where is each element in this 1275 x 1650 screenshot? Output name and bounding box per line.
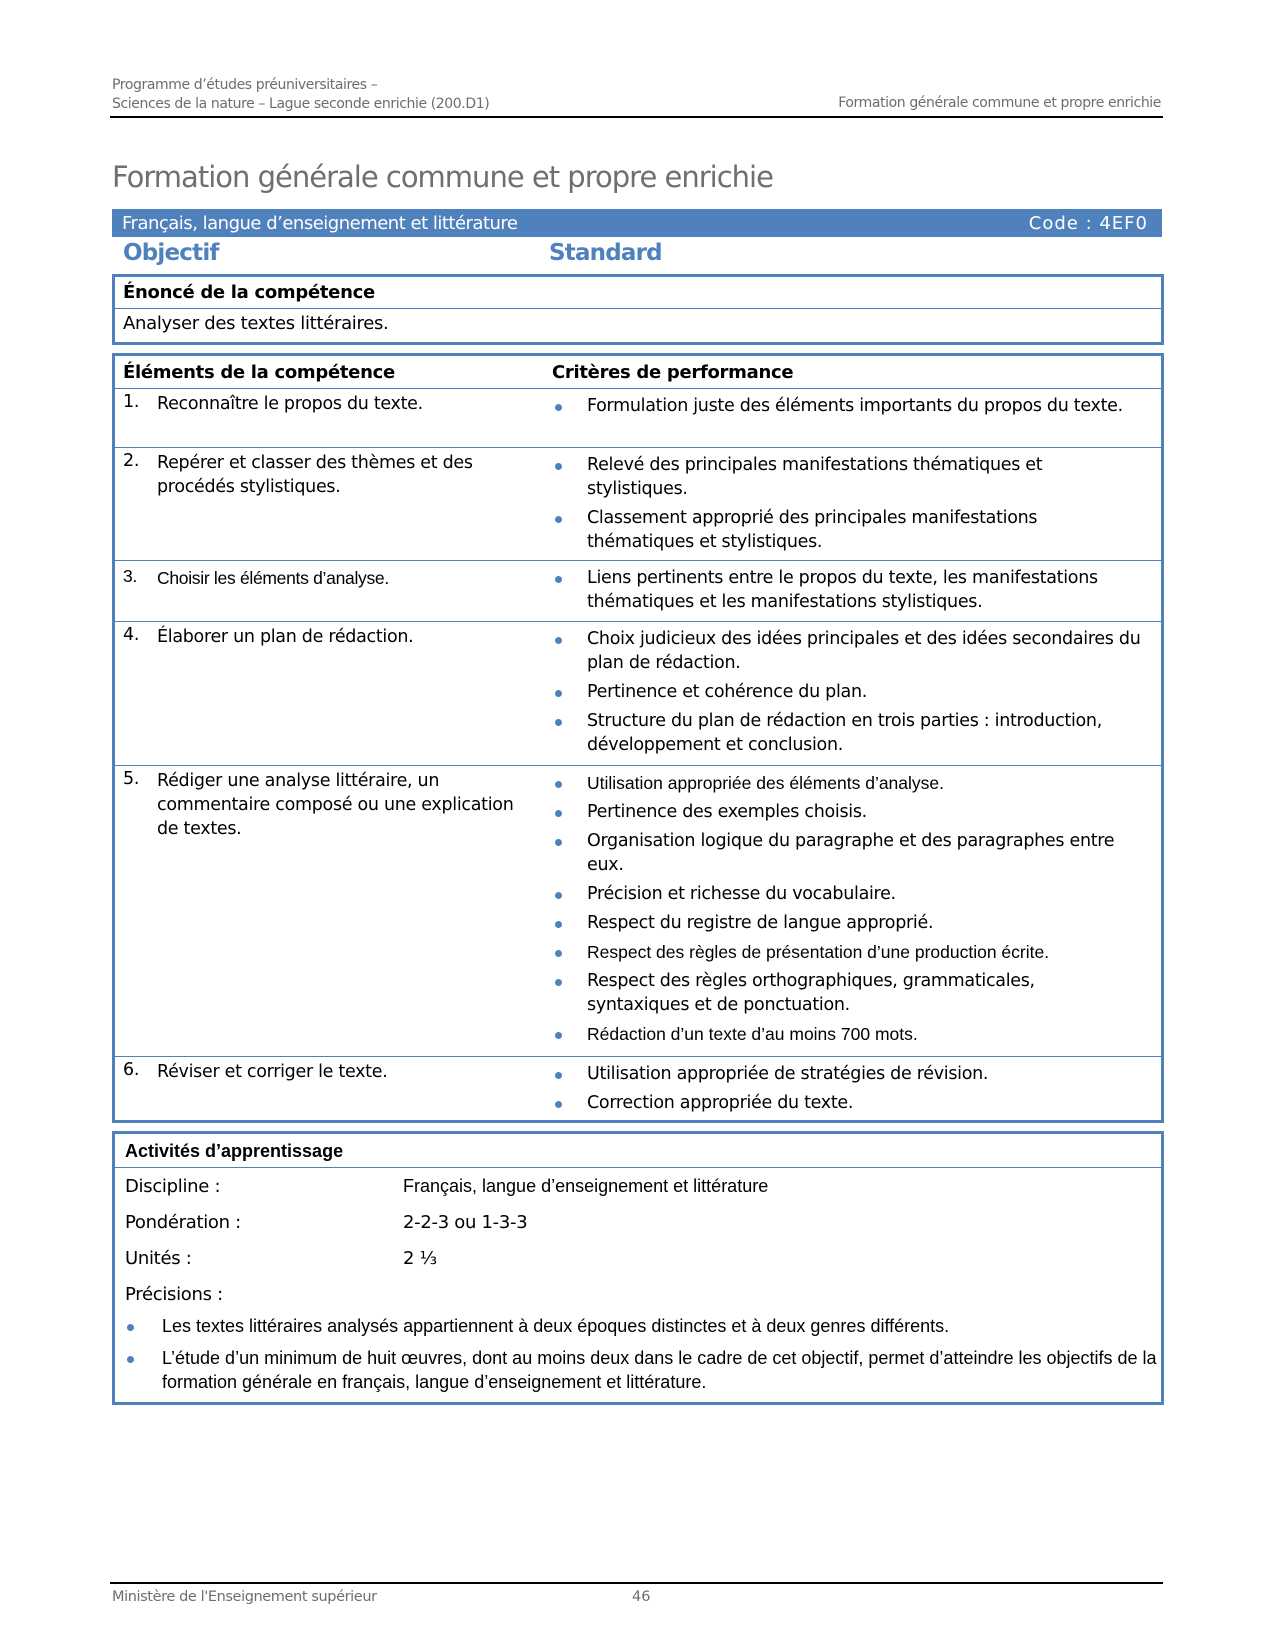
- criterion-item: Rédaction d’un texte d’au moins 700 mots.: [552, 1022, 1142, 1046]
- activites-heading: Activités d’apprentissage: [125, 1141, 344, 1161]
- element-text: Rédiger une analyse littéraire, un commentaire composé ou une explication de textes.: [157, 771, 514, 839]
- element-number: 3.: [123, 566, 137, 586]
- criterion-item: Formulation juste des éléments importants du propos du texte.: [552, 394, 1142, 418]
- activites-box: [112, 1131, 1164, 1405]
- enonce-text: Analyser des textes littéraires.: [123, 313, 389, 334]
- element-text: Choisir les éléments d’analyse.: [157, 568, 389, 588]
- precisions-label: Précisions :: [125, 1284, 223, 1305]
- element-text: Reconnaître le propos du texte.: [157, 394, 423, 414]
- page-number: 46: [632, 1589, 651, 1605]
- element-number: 6.: [123, 1060, 140, 1080]
- footer-divider: [110, 1582, 1163, 1584]
- bullet-icon: [555, 516, 562, 523]
- bullet-icon: [555, 1032, 562, 1039]
- criterion-item: Choix judicieux des idées principales et des idées secondaires du plan de rédaction.: [552, 627, 1142, 675]
- running-header-left: [112, 76, 489, 114]
- bullet-icon: [555, 719, 562, 726]
- bullet-icon: [555, 839, 562, 846]
- bullet-icon: [555, 463, 562, 470]
- enonce-text-row: [115, 308, 1161, 342]
- activites-body: [115, 1167, 1161, 1401]
- header-program-name: Sciences de la nature – Lague seconde enrichie (200.D1): [112, 96, 490, 112]
- unites-label: Unités :: [125, 1248, 192, 1269]
- criteria-list: [552, 1062, 1142, 1120]
- bullet-icon: [127, 1356, 134, 1363]
- running-header-right: Formation générale commune et propre enrichie: [838, 95, 1161, 111]
- activites-heading-row: [115, 1134, 1161, 1167]
- objectif-heading: Objectif: [123, 240, 219, 266]
- criteria-list: [552, 566, 1142, 619]
- criteria-list: [552, 627, 1142, 762]
- element-number: 1.: [123, 392, 140, 412]
- competence-table: [112, 353, 1164, 1123]
- criterion-item: Utilisation appropriée de stratégies de révision.: [552, 1062, 1142, 1086]
- standard-heading: Standard: [549, 240, 662, 266]
- criteria-list: [552, 394, 1142, 423]
- ponderation-value: 2-2-3 ou 1-3-3: [403, 1212, 528, 1233]
- element-number: 4.: [123, 625, 140, 645]
- discipline-value: Français, langue d’enseignement et littérature: [403, 1176, 769, 1196]
- bullet-icon: [555, 637, 562, 644]
- course-title: Français, langue d’enseignement et littérature: [122, 213, 518, 234]
- criteria-list: [552, 453, 1142, 559]
- header-program-line: Programme d’études préuniversitaires –: [112, 77, 378, 93]
- criterion-item: Liens pertinents entre le propos du texte, les manifestations thématiques et les manifestations stylistiques.: [552, 566, 1142, 614]
- criterion-item: Respect des règles de présentation d’une production écrite.: [552, 940, 1142, 964]
- criterion-item: Organisation logique du paragraphe et des paragraphes entre eux.: [552, 829, 1142, 877]
- table-row: [115, 560, 1161, 621]
- col-header-elements: Éléments de la compétence: [123, 362, 395, 383]
- bullet-icon: [555, 1101, 562, 1108]
- enonce-heading: Énoncé de la compétence: [123, 282, 375, 303]
- criterion-item: Pertinence et cohérence du plan.: [552, 680, 1142, 704]
- bullet-icon: [555, 690, 562, 697]
- discipline-label: Discipline :: [125, 1176, 221, 1197]
- table-row: [115, 621, 1161, 765]
- bullet-icon: [555, 1072, 562, 1079]
- criterion-item: Relevé des principales manifestations thématiques et stylistiques.: [552, 453, 1142, 501]
- element-number: 2.: [123, 451, 140, 471]
- element-text: Repérer et classer des thèmes et des procédés stylistiques.: [157, 453, 473, 497]
- bullet-icon: [555, 404, 562, 411]
- bullet-icon: [555, 950, 562, 957]
- criterion-item: Structure du plan de rédaction en trois parties : introduction, développement et conclusion.: [552, 709, 1142, 757]
- table-row: [115, 765, 1161, 1056]
- enonce-box: [112, 274, 1164, 345]
- bullet-icon: [555, 810, 562, 817]
- bullet-icon: [555, 781, 562, 788]
- element-number: 5.: [123, 769, 140, 789]
- criterion-item: Respect des règles orthographiques, grammaticales, syntaxiques et de ponctuation.: [552, 969, 1142, 1017]
- course-code: Code : 4EF0: [1028, 213, 1148, 234]
- criterion-item: Correction appropriée du texte.: [552, 1091, 1142, 1115]
- element-text: Élaborer un plan de rédaction.: [157, 627, 414, 647]
- footer-ministry: Ministère de l'Enseignement supérieur: [112, 1589, 377, 1605]
- bullet-icon: [127, 1324, 134, 1331]
- enonce-heading-row: [115, 277, 1161, 308]
- bullet-icon: [555, 979, 562, 986]
- bullet-icon: [555, 892, 562, 899]
- criterion-item: Respect du registre de langue approprié.: [552, 911, 1142, 935]
- criterion-item: Classement approprié des principales manifestations thématiques et stylistiques.: [552, 506, 1142, 554]
- criterion-item: Pertinence des exemples choisis.: [552, 800, 1142, 824]
- criterion-item: Précision et richesse du vocabulaire.: [552, 882, 1142, 906]
- page-title: Formation générale commune et propre enrichie: [112, 160, 773, 194]
- header-divider: [110, 116, 1163, 118]
- table-row: [115, 388, 1161, 447]
- criterion-item: Utilisation appropriée des éléments d’analyse.: [552, 771, 1142, 795]
- table-row: [115, 1056, 1161, 1121]
- bullet-icon: [555, 921, 562, 928]
- ponderation-label: Pondération :: [125, 1212, 241, 1233]
- course-title-bar: [112, 209, 1162, 237]
- table-row: [115, 447, 1161, 560]
- table-header-row: [115, 356, 1161, 388]
- unites-value: 2 ⅓: [403, 1248, 437, 1269]
- bullet-icon: [555, 576, 562, 583]
- criteria-list: [552, 771, 1142, 1051]
- element-text: Réviser et corriger le texte.: [157, 1062, 388, 1082]
- col-header-criteres: Critères de performance: [552, 362, 794, 383]
- precision-item: L’étude d’un minimum de huit œuvres, dont au moins deux dans le cadre de cet objectif, permet d’atteindre les objectifs de la formation générale en français, langue d’enseignement et littérature.: [125, 1346, 1182, 1394]
- precision-item: Les textes littéraires analysés appartiennent à deux époques distinctes et à deux genres différents.: [125, 1314, 1182, 1338]
